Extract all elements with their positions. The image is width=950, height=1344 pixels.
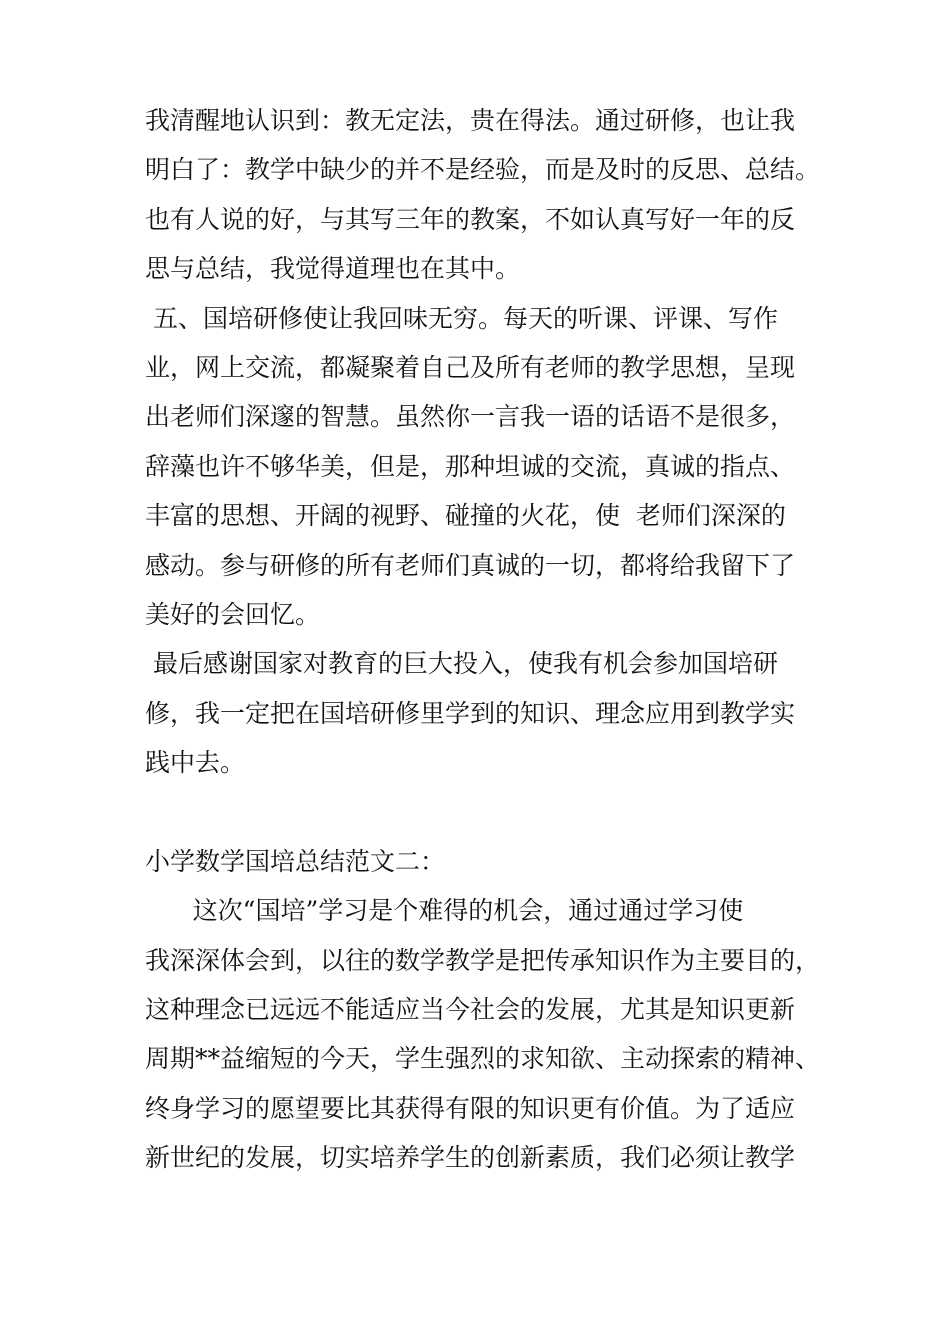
paragraph-line: 这种理念已远远不能适应当今社会的发展，尤其是知识更新 <box>145 995 796 1025</box>
paragraph-line: 辞藻也许不够华美，但是，那种坦诚的交流，真诚的指点、 <box>145 451 796 481</box>
blank-line <box>145 787 825 836</box>
paragraph-line: 我清醒地认识到：教无定法，贵在得法。通过研修，也让我 <box>145 106 796 135</box>
paragraph-line: 明白了：教学中缺少的并不是经验，而是及时的反思、总结。 <box>145 155 821 185</box>
paragraph-line: 出老师们深邃的智慧。虽然你一言我一语的话语不是很多， <box>145 402 796 432</box>
paragraph-line: 丰富的思想、开阔的视野、碰撞的火花，使 老师们深深的 <box>145 501 786 531</box>
paragraph-line: 新世纪的发展，切实培养学生的创新素质，我们必须让教学 <box>145 1143 796 1173</box>
paragraph-line: 周期**益缩短的今天，学生强烈的求知欲、主动探索的精神、 <box>145 1044 821 1074</box>
paragraph-line: 践中去。 <box>145 748 246 778</box>
paragraph-line: 这次“国培”学习是个难得的机会，通过通过学习使 <box>145 896 744 926</box>
paragraph-line: 美好的会回忆。 <box>145 599 321 629</box>
paragraph-line: 我深深体会到，以往的数学教学是把传承知识作为主要目的， <box>145 945 821 975</box>
paragraph-line: 感动。参与研修的所有老师们真诚的一切，都将给我留下了 <box>145 550 796 580</box>
paragraph-line: 修，我一定把在国培研修里学到的知识、理念应用到教学实 <box>145 698 796 728</box>
section-heading: 小学数学国培总结范文二： <box>145 846 446 876</box>
paragraph-line: 最后感谢国家对教育的巨大投入，使我有机会参加国培研 <box>145 649 778 679</box>
paragraph-line: 也有人说的好，与其写三年的教案，不如认真写好一年的反 <box>145 204 796 234</box>
paragraph-line: 五、国培研修使让我回味无穷。每天的听课、评课、写作 <box>145 303 778 333</box>
paragraph-line: 业，网上交流，都凝聚着自己及所有老师的教学思想，呈现 <box>145 352 796 382</box>
document-body <box>145 96 825 1183</box>
paragraph-line: 思与总结，我觉得道理也在其中。 <box>145 254 521 284</box>
paragraph-line: 终身学习的愿望要比其获得有限的知识更有价值。为了适应 <box>145 1093 796 1123</box>
